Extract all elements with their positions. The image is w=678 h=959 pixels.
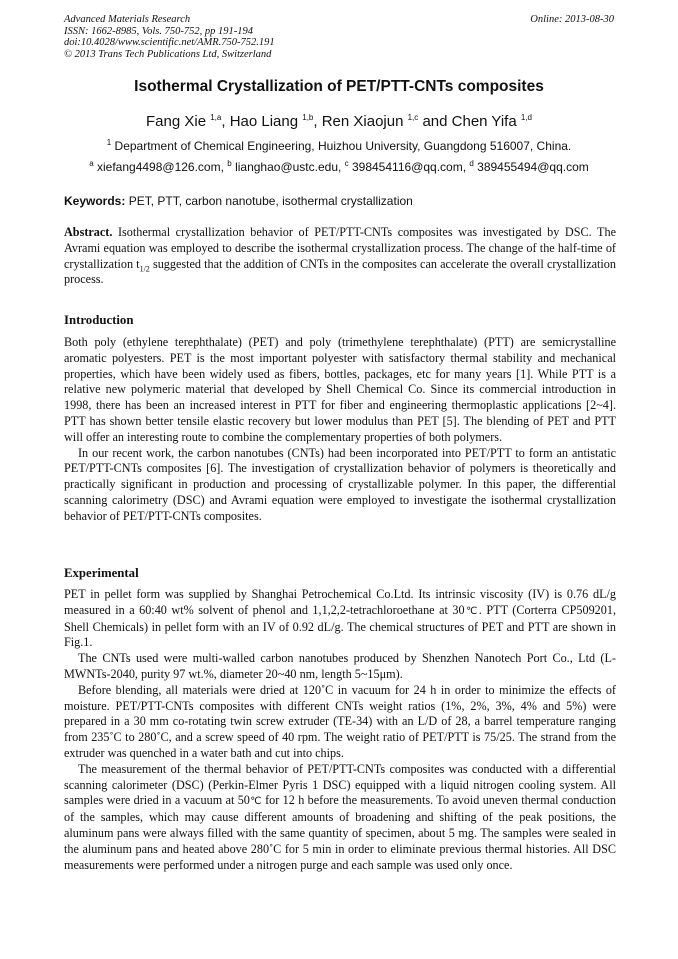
email-link[interactable]: 389455494@qq.com <box>473 160 589 174</box>
author-name: and Chen Yifa <box>418 113 521 130</box>
keywords <box>64 194 616 208</box>
intro-paragraph-1: Both poly (ethylene terephthalate) (PET) and poly (trimethylene terephthalate) (PTT) are semicrystalline aromatic polyesters. PET is the most important polyester with satisfactory thermal stability and mechanical properties, which have been widely used as fibers, bottles, packages, etc for many years [1]. While PTT is a relative new polymeric material that developed by Shell Chemical Co. Since its commercial introduction in 1998, there has been an increased interest in PTT for fiber and engineering thermoplastic applications [2~4]. PTT has shown better tensile elastic recovery but lower modulus than PET [5]. The blending of PET and PTT will offer an interesting route to combine the complementary properties of both polymers. <box>64 335 616 444</box>
abstract-sub: 1/2 <box>139 264 150 274</box>
experimental-heading: Experimental <box>64 566 139 580</box>
author-name: , Hao Liang <box>221 113 303 130</box>
degree-symbol: ℃ <box>249 796 262 808</box>
exp-p1-text-end: . PTT (Corterra CP509201, Shell Chemicals) in pellet form with an IV of 0.92 dL/g. The chemical structures of PET and PTT are shown in Fig.1. <box>64 602 616 650</box>
degree-symbol: ℃ <box>464 605 479 617</box>
experimental-paragraph-4 <box>64 762 616 874</box>
affiliation-sup: 1 <box>106 138 112 147</box>
email-link[interactable]: lianghao@ustc.edu, <box>231 160 345 174</box>
email-sup: d <box>469 159 474 168</box>
affiliation-text: Department of Chemical Engineering, Huizhou University, Guangdong 516007, China. <box>111 139 572 153</box>
paper-title: Isothermal Crystallization of PET/PTT-CNTs composites <box>134 78 544 95</box>
abstract-label: Abstract. <box>64 225 113 239</box>
intro-section <box>64 335 616 525</box>
affiliation <box>0 139 678 153</box>
author-list <box>0 113 678 130</box>
journal-header <box>64 14 614 60</box>
intro-paragraph-2: In our recent work, the carbon nanotubes (CNTs) had been incorporated into PET/PTT to form an antistatic PET/PTT-CNTs composites [6]. The investigation of crystallization behavior of polymers is theoretically and practically significant in production and processing of crystallizable polymer. In this paper, the differential scanning calorimetry (DSC) and Avrami equation were employed to investigate the isothermal crystallization behavior of PET/PTT-CNTs composites. <box>64 445 616 523</box>
intro-heading: Introduction <box>64 313 134 327</box>
email-sup: a <box>89 159 94 168</box>
experimental-paragraph-3: Before blending, all materials were dried at 120˚C in vacuum for 24 h in order to minimize the effects of moisture. PET/PTT-CNTs composites with different CNTs weight ratios (1%, 2%, 3%, 4% and 5%) were prepared in a 30 mm co-rotating twin screw extruder (TE-34) with an L/D of 28, a barrel temperature ranging from 235˚C to 280˚C, and a screw speed of 40 rpm. The weight ratio of PET/PTT is 75/25. The strand from the extruder was quenched in a water bath and cut into chips. <box>64 682 616 760</box>
copyright-line: © 2013 Trans Tech Publications Ltd, Switzerland <box>64 48 272 60</box>
exp-p4-text-end: for 12 h before the measurements. To avoid uneven thermal conduction of the samples, which may cause different amounts of broadening and shifting of the peak positions, the aluminum pans were always filled with the same quantity of specimen, about 5 mg. The samples were sealed in the aluminum pans and heated above 280˚C for 5 min in order to eliminate previous thermal histories. All DSC measurements were performed under a nitrogen purge and each sample was used only once. <box>64 793 616 872</box>
exp-p1-text: PET in pellet form was supplied by Shanghai Petrochemical Co.Ltd. Its intrinsic viscosity (IV) is 0.76 dL/g measured in a 60:40 wt% solvent of phenol and 1,1,2,2-tetrachloroethane at 30 <box>64 587 616 617</box>
email-sup: c <box>344 159 349 168</box>
journal-name: Advanced Materials Research <box>64 14 191 25</box>
email-list <box>0 160 678 174</box>
author-sup: 1,d <box>520 113 532 122</box>
issn-line: ISSN: 1662-8985, Vols. 750-752, pp 191-194 <box>64 25 253 37</box>
email-link[interactable]: xiefang4498@126.com, <box>93 160 228 174</box>
abstract-text-end: suggested that the addition of CNTs in the composites can accelerate the overall crystallization process. <box>64 256 616 287</box>
experimental-paragraph-2: The CNTs used were multi-walled carbon nanotubes produced by Shenzhen Nanotech Port Co., Ltd (L-MWNTs-2040, purity 97 wt.%, diameter 20~40 nm, length 5~15μm). <box>64 651 616 681</box>
keywords-text: PET, PTT, carbon nanotube, isothermal crystallization <box>125 194 413 208</box>
experimental-paragraph-1 <box>64 587 616 651</box>
abstract-text: Isothermal crystallization behavior of PET/PTT-CNTs composites was investigated by DSC. The Avrami equation was employed to describe the isothermal crystallization process. The change of the half-time of crystallization t <box>64 225 616 271</box>
abstract <box>64 225 616 288</box>
email-link[interactable]: 398454116@qq.com, <box>348 160 470 174</box>
author-sup: 1,a <box>210 113 222 122</box>
author-name: , Ren Xiaojun <box>313 113 408 130</box>
email-sup: b <box>227 159 232 168</box>
keywords-label: Keywords: <box>64 194 126 208</box>
online-date: Online: 2013-08-30 <box>530 14 614 25</box>
doi-line: doi:10.4028/www.scientific.net/AMR.750-752.191 <box>64 37 275 48</box>
author-sup: 1,c <box>407 113 419 122</box>
exp-p4-text: The measurement of the thermal behavior of PET/PTT-CNTs composites was conducted with a differential scanning calorimeter (DSC) (Perkin-Elmer Pyris 1 DSC) equipped with a liquid nitrogen cooling system. All samples were dried in a vacuum at 50 <box>64 761 616 808</box>
experimental-section <box>64 587 616 873</box>
author-sup: 1,b <box>302 113 314 122</box>
author-name: Fang Xie <box>146 113 211 130</box>
